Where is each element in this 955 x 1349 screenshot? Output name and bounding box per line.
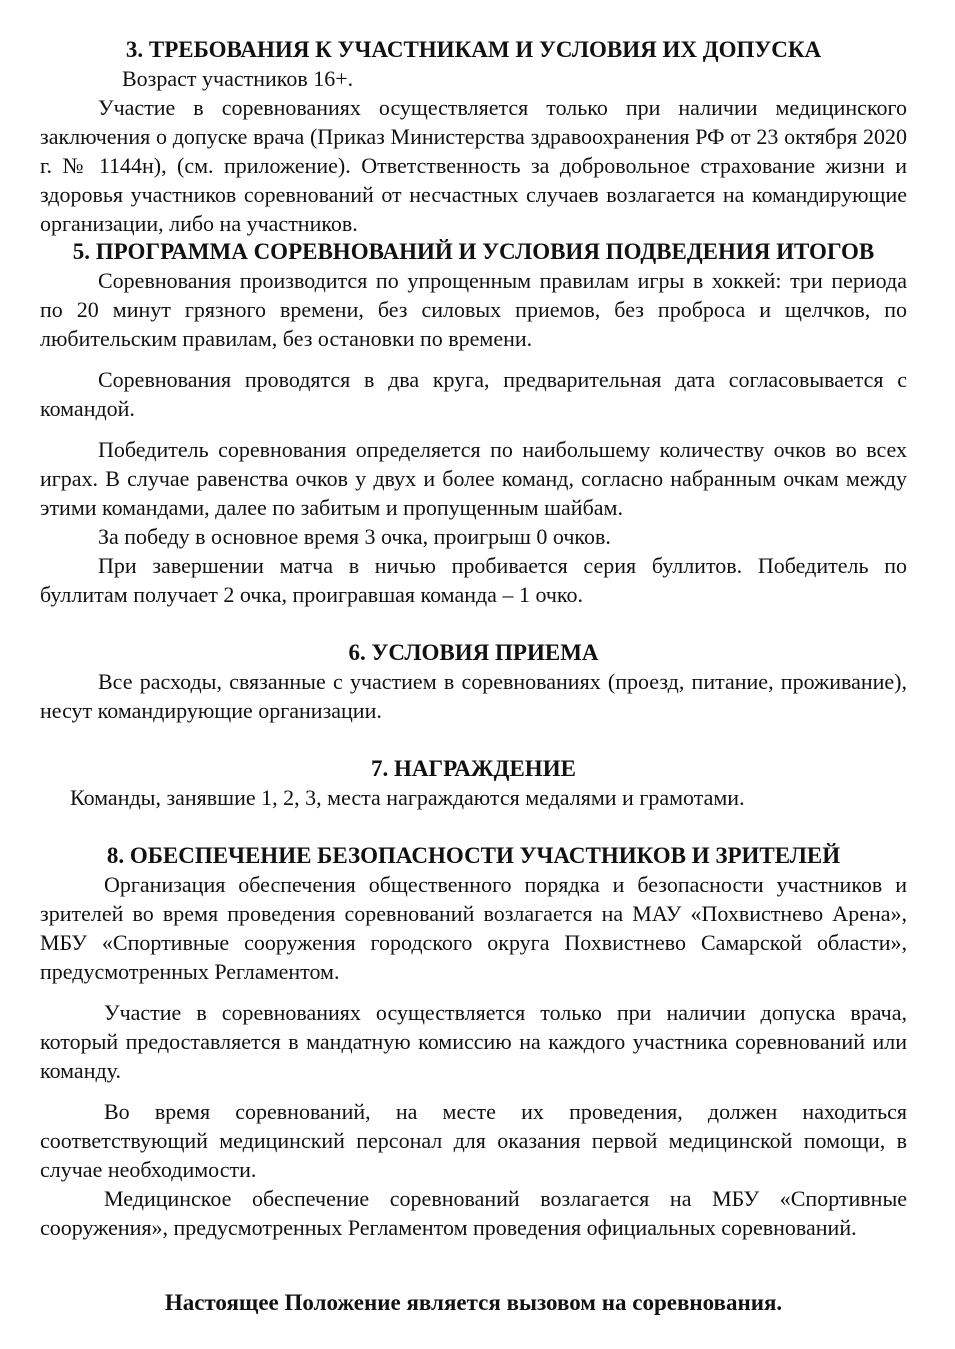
section-7: [40, 755, 907, 812]
section-8-admission: Участие в соревнованиях осуществляется только при наличии допуска врача, который предоставляется в мандатную комиссию на каждого участника соревнований или команду.: [40, 1000, 907, 1083]
section-5: [40, 238, 907, 609]
section-3-age: Возраст участников 16+.: [122, 66, 354, 91]
section-6-title: 6. УСЛОВИЯ ПРИЕМА: [348, 640, 599, 665]
section-3: [40, 36, 907, 238]
section-5-rules: Соревнования производится по упрощенным правилам игры в хоккей: три периода по 20 минут грязного времени, без силовых приемов, без проброса и щелчков, по любительским правилам, без остановки по времени.: [40, 268, 907, 351]
section-6: [40, 639, 907, 725]
section-3-medical: Участие в соревнованиях осуществляется только при наличии медицинского заключения о допуске врача (Приказ Министерства здравоохранения РФ от 23 октября 2020 г. № 1144н), (см. приложение). Ответственность за добровольное страхование жизни и здоровья участников соревнований от несчастных случаев возлагается на командирующие организации, либо на участников.: [40, 95, 907, 236]
section-5-winner: Победитель соревнования определяется по наибольшему количеству очков во всех играх. В случае равенства очков у двух и более команд, согласно набранным очкам между этими командами, далее по забитым и пропущенным шайбам.: [40, 437, 907, 520]
section-8-order: Организация обеспечения общественного порядка и безопасности участников и зрителей во время проведения соревнований возлагается на МАУ «Похвистнево Арена», МБУ «Спортивные сооружения городского округа Похвистнево Самарской области», предусмотренных Регламентом.: [40, 872, 907, 984]
section-5-rounds: Соревнования проводятся в два круга, предварительная дата согласовывается с командой.: [40, 367, 907, 421]
section-6-expenses: Все расходы, связанные с участием в соревнованиях (проезд, питание, проживание), несут командирующие организации.: [40, 669, 907, 723]
section-7-title: 7. НАГРАЖДЕНИЕ: [371, 756, 576, 781]
section-7-awards: Команды, занявшие 1, 2, 3, места награждаются медалями и грамотами.: [70, 785, 745, 810]
section-8: [40, 842, 907, 1242]
closing-statement: Настоящее Положение является вызовом на соревнования.: [164, 1290, 783, 1315]
section-3-title: 3. ТРЕБОВАНИЯ К УЧАСТНИКАМ И УСЛОВИЯ ИХ ДОПУСКА: [125, 37, 822, 62]
section-8-medical-staff: Во время соревнований, на месте их проведения, должен находиться соответствующий медицинский персонал для оказания первой медицинской помощи, в случае необходимости.: [40, 1099, 907, 1182]
section-8-title: 8. ОБЕСПЕЧЕНИЕ БЕЗОПАСНОСТИ УЧАСТНИКОВ И ЗРИТЕЛЕЙ: [106, 843, 841, 868]
section-8-medical-support: Медицинское обеспечение соревнований возлагается на МБУ «Спортивные сооружения», предусмотренных Регламентом проведения официальных соревнований.: [40, 1186, 907, 1240]
section-5-points: За победу в основное время 3 очка, проигрыш 0 очков.: [98, 524, 611, 549]
section-5-title: 5. ПРОГРАММА СОРЕВНОВАНИЙ И УСЛОВИЯ ПОДВЕДЕНИЯ ИТОГОВ: [72, 239, 875, 264]
section-5-shootout: При завершении матча в ничью пробивается серия буллитов. Победитель по буллитам получает 2 очка, проигравшая команда – 1 очко.: [40, 553, 907, 607]
